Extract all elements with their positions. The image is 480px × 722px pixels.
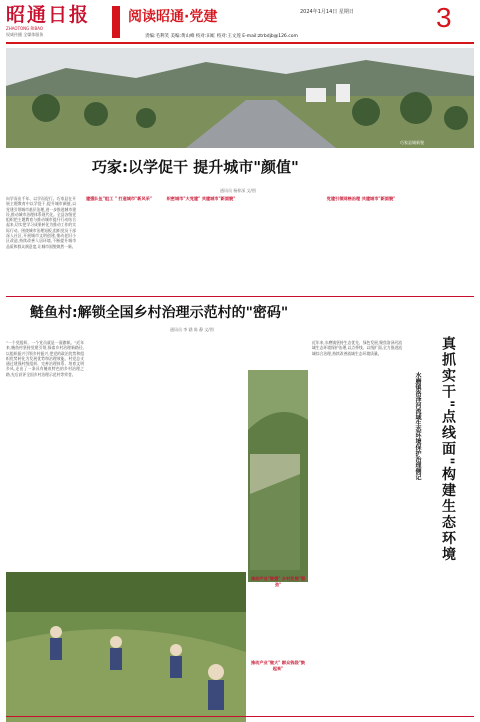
page-number: 3 — [436, 2, 452, 33]
story2-column-2 — [88, 340, 166, 570]
story2-column-5 — [250, 660, 306, 720]
workers-photo — [6, 572, 246, 722]
story2-subhead: 推动产业"做大" 群众钱袋"鼓起来" — [250, 660, 306, 671]
header-rule — [6, 42, 474, 44]
footer-rule — [6, 716, 474, 717]
masthead-slogan: 权威传播 全媒体服务 — [6, 32, 44, 37]
story1-column-6 — [400, 196, 474, 292]
issue-date: 2024年1月14日 星期日 — [300, 9, 354, 15]
story1-headline: 巧家:以学促干 提升城市"颜值" — [92, 158, 299, 176]
story1-column-5 — [326, 196, 396, 292]
header-accent-bar — [112, 6, 120, 38]
story1-column-3 — [162, 196, 240, 292]
masthead-title: 昭通日报 — [6, 4, 91, 26]
story3-headline: 真抓实干"点线面"构建生态环境 — [440, 336, 456, 563]
story2-byline: 通讯员 李 涵 陈 静 文/图 — [170, 327, 214, 332]
village-photo-2 — [250, 454, 300, 570]
story3-subtitle: 水磨镇洛泽河流域生态环境保护治理侧记 — [414, 372, 421, 480]
story1-column: 向学而出千年、以学而促行。巧家县在开展主题教育中以学促干,提升城市颜值,以党建引领城市基层治理,进一步推进城市建设,推动城市治理体系现代化。全县各级党组织把主题教育与推动城市提升行动结合起来,切实把学习成果转化为推动工作的实际行动。围绕城市治理短板,组织党员干部深入社区,开展城市文明创建,推动老旧小区改造,持续改善人居环境,不断提升城市品质和群众满意度,让城市面貌焕然一新。 — [6, 196, 76, 249]
story2-headline: 鲢鱼村:解锁全国乡村治理示范村的"密码" — [30, 305, 289, 321]
story1-column-4 — [244, 196, 322, 292]
story1-subhead: 建强队伍"组工 " 打造城市"新风采" — [85, 196, 153, 201]
section-title: 阅读昭通·党建 — [128, 9, 218, 25]
story3-column-2 — [408, 560, 474, 716]
city-photo — [6, 48, 474, 148]
story2-column-3 — [170, 340, 244, 570]
masthead-pinyin: ZHAOTONG RIBAO — [6, 26, 44, 31]
section-divider — [6, 296, 474, 297]
story2-column: "一个党组织、一个党员就是一面旗帜。"近年来,鲢鱼村坚持党建引领,探索乡村治理新路径,以组织振兴引领乡村振兴,把党的政治优势和组织优势转化为发展优势和治理效能。村党总支通过建强村级组织、完善治理体系、培育文明乡风,走出了一条具有鲢鱼特色的乡村治理之路,先后获评全国乡村治理示范村等荣誉。 — [6, 340, 84, 377]
masthead — [6, 4, 118, 38]
story3-column: 近年来,水磨镇坚持生态优先、绿色发展,聚焦洛泽河流域生态环境保护治理,以点带线、以线扩面,全力推进流域综合治理,持续改善流域生态环境质量。 — [312, 340, 402, 356]
story1-column-2 — [80, 196, 158, 292]
photo-credit: 巧家县城新貌 — [400, 140, 424, 145]
story1-byline: 通讯员 杨梓深 文/图 — [220, 188, 256, 193]
story1-subhead: 织密城市"大党建" 共建城市"新面貌" — [166, 196, 236, 201]
story1-subhead: 党建引领网格治理 共建城市"新面貌" — [326, 196, 396, 201]
editors-line: 责编:毛利笑 美编:黄山峰 校对:田虹 校对:王文莲 E-mail:ztrbdjb@126.com — [145, 34, 298, 39]
story2-subhead: 推动产业"做强" 乡村发展"强劲" — [250, 576, 306, 587]
